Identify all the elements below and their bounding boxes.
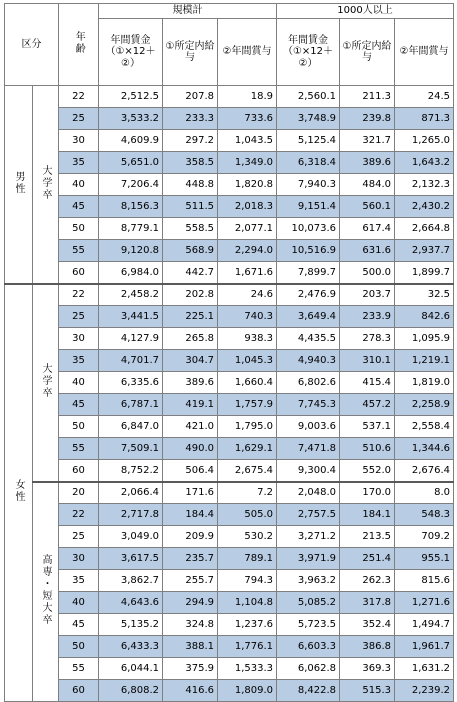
table-row (5, 152, 454, 174)
annual-bonus-cell: 740.3 (218, 306, 277, 328)
header-annual-bonus: ②年間賞与 (218, 19, 277, 86)
annual-bonus-large-cell: 955.1 (395, 548, 454, 570)
annual-wage-large-cell: 6,802.6 (277, 372, 340, 394)
age-cell: 55 (59, 438, 99, 460)
table-row (5, 174, 454, 196)
annual-wage-cell: 7,509.1 (99, 438, 163, 460)
monthly-pay-cell: 568.9 (163, 240, 218, 262)
table-row (5, 372, 454, 394)
age-cell: 35 (59, 350, 99, 372)
annual-bonus-large-cell: 1,265.0 (395, 130, 454, 152)
annual-bonus-large-cell: 1,819.0 (395, 372, 454, 394)
salary-table-container (4, 3, 453, 702)
sex-female-text: 女性 (13, 479, 24, 504)
table-row (5, 614, 454, 636)
annual-wage-large-cell: 4,940.3 (277, 350, 340, 372)
table-row (5, 416, 454, 438)
age-cell: 50 (59, 218, 99, 240)
annual-bonus-large-cell: 2,937.7 (395, 240, 454, 262)
annual-bonus-cell: 1,043.5 (218, 130, 277, 152)
annual-bonus-large-cell: 1,494.7 (395, 614, 454, 636)
annual-bonus-large-cell: 1,095.9 (395, 328, 454, 350)
monthly-pay-large-cell: 515.3 (340, 680, 395, 702)
annual-wage-cell: 6,044.1 (99, 658, 163, 680)
table-row (5, 306, 454, 328)
annual-bonus-large-cell: 2,664.8 (395, 218, 454, 240)
annual-wage-cell: 6,808.2 (99, 680, 163, 702)
annual-wage-cell: 5,651.0 (99, 152, 163, 174)
edu-college-female-text: 高専・短大卒 (40, 554, 51, 627)
table-row (5, 504, 454, 526)
annual-bonus-large-cell: 709.2 (395, 526, 454, 548)
monthly-pay-large-cell: 317.8 (340, 592, 395, 614)
monthly-pay-cell: 202.8 (163, 284, 218, 306)
annual-wage-large-cell: 5,723.5 (277, 614, 340, 636)
table-row (5, 108, 454, 130)
annual-wage-large-cell: 2,476.9 (277, 284, 340, 306)
table-row (5, 86, 454, 108)
age-cell: 40 (59, 174, 99, 196)
monthly-pay-large-cell: 389.6 (340, 152, 395, 174)
edu-univ-male (33, 86, 59, 284)
age-cell: 50 (59, 416, 99, 438)
annual-wage-large-cell: 2,560.1 (277, 86, 340, 108)
annual-bonus-large-cell: 1,271.6 (395, 592, 454, 614)
header-annual-wage: 年間賃金（①×12＋②） (99, 19, 163, 86)
table-row (5, 328, 454, 350)
annual-wage-cell: 6,335.6 (99, 372, 163, 394)
monthly-pay-large-cell: 213.5 (340, 526, 395, 548)
annual-wage-cell: 2,458.2 (99, 284, 163, 306)
annual-bonus-cell: 2,675.4 (218, 460, 277, 482)
annual-bonus-cell: 794.3 (218, 570, 277, 592)
monthly-pay-large-cell: 369.3 (340, 658, 395, 680)
annual-bonus-large-cell: 1,631.2 (395, 658, 454, 680)
monthly-pay-large-cell: 457.2 (340, 394, 395, 416)
header-annual-bonus-large: ②年間賞与 (395, 19, 454, 86)
annual-wage-cell: 3,049.0 (99, 526, 163, 548)
annual-wage-large-cell: 2,048.0 (277, 482, 340, 504)
age-cell: 45 (59, 196, 99, 218)
age-cell: 25 (59, 306, 99, 328)
header-group-total: 規模計 (99, 4, 277, 19)
annual-bonus-cell: 1,045.3 (218, 350, 277, 372)
monthly-pay-cell: 304.7 (163, 350, 218, 372)
annual-bonus-cell: 1,820.8 (218, 174, 277, 196)
table-row (5, 196, 454, 218)
age-cell: 45 (59, 614, 99, 636)
table-row (5, 284, 454, 306)
monthly-pay-large-cell: 537.1 (340, 416, 395, 438)
annual-wage-cell: 3,617.5 (99, 548, 163, 570)
annual-bonus-cell: 18.9 (218, 86, 277, 108)
annual-bonus-large-cell: 1,643.2 (395, 152, 454, 174)
annual-wage-large-cell: 10,073.6 (277, 218, 340, 240)
annual-bonus-large-cell: 815.6 (395, 570, 454, 592)
table-row (5, 394, 454, 416)
annual-wage-cell: 6,847.0 (99, 416, 163, 438)
age-cell: 30 (59, 548, 99, 570)
monthly-pay-large-cell: 184.1 (340, 504, 395, 526)
annual-wage-cell: 4,127.9 (99, 328, 163, 350)
age-cell: 45 (59, 394, 99, 416)
table-row (5, 460, 454, 482)
monthly-pay-large-cell: 617.4 (340, 218, 395, 240)
annual-wage-cell: 8,752.2 (99, 460, 163, 482)
monthly-pay-cell: 184.4 (163, 504, 218, 526)
annual-wage-cell: 7,206.4 (99, 174, 163, 196)
annual-bonus-large-cell: 2,239.2 (395, 680, 454, 702)
monthly-pay-large-cell: 262.3 (340, 570, 395, 592)
monthly-pay-large-cell: 510.6 (340, 438, 395, 460)
annual-bonus-large-cell: 2,132.3 (395, 174, 454, 196)
header-category: 区分 (5, 4, 59, 86)
age-cell: 55 (59, 658, 99, 680)
annual-bonus-large-cell: 1,219.1 (395, 350, 454, 372)
monthly-pay-cell: 233.3 (163, 108, 218, 130)
monthly-pay-cell: 448.8 (163, 174, 218, 196)
annual-bonus-cell: 1,776.1 (218, 636, 277, 658)
age-cell: 25 (59, 526, 99, 548)
annual-wage-cell: 9,120.8 (99, 240, 163, 262)
annual-wage-cell: 8,156.3 (99, 196, 163, 218)
annual-wage-cell: 4,701.7 (99, 350, 163, 372)
monthly-pay-cell: 171.6 (163, 482, 218, 504)
annual-bonus-large-cell: 548.3 (395, 504, 454, 526)
table-row (5, 482, 454, 504)
annual-bonus-cell: 1,237.6 (218, 614, 277, 636)
sex-male-text: 男性 (13, 170, 24, 195)
annual-wage-cell: 3,533.2 (99, 108, 163, 130)
annual-wage-large-cell: 8,422.8 (277, 680, 340, 702)
age-cell: 60 (59, 262, 99, 284)
age-cell: 35 (59, 570, 99, 592)
annual-wage-cell: 6,433.3 (99, 636, 163, 658)
annual-bonus-cell: 7.2 (218, 482, 277, 504)
annual-bonus-cell: 1,104.8 (218, 592, 277, 614)
monthly-pay-large-cell: 211.3 (340, 86, 395, 108)
table-row (5, 240, 454, 262)
table-row (5, 262, 454, 284)
annual-bonus-cell: 1,671.6 (218, 262, 277, 284)
table-row (5, 592, 454, 614)
monthly-pay-cell: 421.0 (163, 416, 218, 438)
monthly-pay-cell: 297.2 (163, 130, 218, 152)
monthly-pay-cell: 209.9 (163, 526, 218, 548)
table-row (5, 570, 454, 592)
annual-bonus-cell: 505.0 (218, 504, 277, 526)
annual-wage-cell: 2,512.5 (99, 86, 163, 108)
table-row (5, 526, 454, 548)
age-cell: 40 (59, 592, 99, 614)
monthly-pay-cell: 419.1 (163, 394, 218, 416)
monthly-pay-cell: 389.6 (163, 372, 218, 394)
annual-wage-large-cell: 3,271.2 (277, 526, 340, 548)
annual-bonus-cell: 530.2 (218, 526, 277, 548)
annual-bonus-cell: 2,018.3 (218, 196, 277, 218)
monthly-pay-large-cell: 310.1 (340, 350, 395, 372)
header-age: 年齢 (59, 4, 99, 86)
sex-male (5, 86, 33, 284)
age-cell: 35 (59, 152, 99, 174)
annual-bonus-large-cell: 871.3 (395, 108, 454, 130)
monthly-pay-large-cell: 386.8 (340, 636, 395, 658)
annual-bonus-cell: 2,294.0 (218, 240, 277, 262)
table-body (5, 86, 454, 702)
annual-bonus-large-cell: 2,430.2 (395, 196, 454, 218)
monthly-pay-cell: 375.9 (163, 658, 218, 680)
monthly-pay-cell: 388.1 (163, 636, 218, 658)
table-row (5, 438, 454, 460)
table-row (5, 130, 454, 152)
monthly-pay-large-cell: 251.4 (340, 548, 395, 570)
annual-wage-large-cell: 9,151.4 (277, 196, 340, 218)
monthly-pay-cell: 225.1 (163, 306, 218, 328)
annual-wage-large-cell: 5,125.4 (277, 130, 340, 152)
edu-college-female (33, 482, 59, 702)
annual-wage-cell: 2,066.4 (99, 482, 163, 504)
annual-bonus-cell: 1,795.0 (218, 416, 277, 438)
age-cell: 20 (59, 482, 99, 504)
annual-wage-large-cell: 9,003.6 (277, 416, 340, 438)
annual-bonus-cell: 938.3 (218, 328, 277, 350)
header-monthly-pay-large: ①所定内給与 (340, 19, 395, 86)
annual-wage-large-cell: 6,062.8 (277, 658, 340, 680)
salary-table (4, 3, 454, 702)
monthly-pay-cell: 324.8 (163, 614, 218, 636)
table-row (5, 680, 454, 702)
monthly-pay-cell: 358.5 (163, 152, 218, 174)
header-annual-wage-large: 年間賃金（①×12＋②） (277, 19, 340, 86)
annual-wage-large-cell: 10,516.9 (277, 240, 340, 262)
monthly-pay-large-cell: 278.3 (340, 328, 395, 350)
annual-wage-cell: 3,862.7 (99, 570, 163, 592)
monthly-pay-large-cell: 500.0 (340, 262, 395, 284)
monthly-pay-cell: 490.0 (163, 438, 218, 460)
monthly-pay-cell: 416.6 (163, 680, 218, 702)
annual-bonus-cell: 733.6 (218, 108, 277, 130)
monthly-pay-cell: 506.4 (163, 460, 218, 482)
age-cell: 60 (59, 460, 99, 482)
table-row (5, 658, 454, 680)
monthly-pay-cell: 235.7 (163, 548, 218, 570)
annual-wage-cell: 2,717.8 (99, 504, 163, 526)
annual-bonus-cell: 1,629.1 (218, 438, 277, 460)
monthly-pay-cell: 294.9 (163, 592, 218, 614)
header-group-large: 1000人以上 (277, 4, 454, 19)
annual-bonus-cell: 789.1 (218, 548, 277, 570)
age-cell: 25 (59, 108, 99, 130)
age-cell: 40 (59, 372, 99, 394)
monthly-pay-large-cell: 484.0 (340, 174, 395, 196)
annual-wage-large-cell: 9,300.4 (277, 460, 340, 482)
edu-univ-female (33, 284, 59, 482)
sex-female (5, 284, 33, 702)
annual-bonus-large-cell: 1,961.7 (395, 636, 454, 658)
monthly-pay-cell: 265.8 (163, 328, 218, 350)
monthly-pay-cell: 207.8 (163, 86, 218, 108)
monthly-pay-cell: 442.7 (163, 262, 218, 284)
annual-bonus-large-cell: 2,258.9 (395, 394, 454, 416)
annual-wage-cell: 5,135.2 (99, 614, 163, 636)
annual-bonus-large-cell: 2,558.4 (395, 416, 454, 438)
table-row (5, 350, 454, 372)
annual-wage-cell: 6,984.0 (99, 262, 163, 284)
annual-wage-cell: 4,609.9 (99, 130, 163, 152)
annual-bonus-large-cell: 842.6 (395, 306, 454, 328)
annual-wage-large-cell: 3,971.9 (277, 548, 340, 570)
annual-wage-cell: 3,441.5 (99, 306, 163, 328)
age-cell: 55 (59, 240, 99, 262)
annual-wage-large-cell: 5,085.2 (277, 592, 340, 614)
monthly-pay-cell: 511.5 (163, 196, 218, 218)
annual-wage-large-cell: 7,471.8 (277, 438, 340, 460)
annual-bonus-large-cell: 2,676.4 (395, 460, 454, 482)
annual-wage-large-cell: 2,757.5 (277, 504, 340, 526)
annual-bonus-cell: 1,809.0 (218, 680, 277, 702)
age-cell: 22 (59, 284, 99, 306)
monthly-pay-cell: 558.5 (163, 218, 218, 240)
annual-wage-cell: 6,787.1 (99, 394, 163, 416)
annual-bonus-large-cell: 8.0 (395, 482, 454, 504)
annual-wage-large-cell: 7,745.3 (277, 394, 340, 416)
annual-bonus-cell: 1,757.9 (218, 394, 277, 416)
monthly-pay-large-cell: 321.7 (340, 130, 395, 152)
annual-bonus-cell: 1,349.0 (218, 152, 277, 174)
monthly-pay-large-cell: 170.0 (340, 482, 395, 504)
monthly-pay-cell: 255.7 (163, 570, 218, 592)
monthly-pay-large-cell: 239.8 (340, 108, 395, 130)
age-cell: 30 (59, 130, 99, 152)
table-row (5, 218, 454, 240)
annual-wage-large-cell: 6,603.3 (277, 636, 340, 658)
annual-wage-large-cell: 3,748.9 (277, 108, 340, 130)
monthly-pay-large-cell: 560.1 (340, 196, 395, 218)
table-row (5, 636, 454, 658)
annual-wage-large-cell: 4,435.5 (277, 328, 340, 350)
monthly-pay-large-cell: 233.9 (340, 306, 395, 328)
age-cell: 60 (59, 680, 99, 702)
annual-wage-large-cell: 7,899.7 (277, 262, 340, 284)
annual-bonus-cell: 24.6 (218, 284, 277, 306)
edu-univ-female-text: 大学卒 (40, 363, 51, 399)
annual-bonus-large-cell: 32.5 (395, 284, 454, 306)
edu-univ-male-text: 大学卒 (40, 164, 51, 201)
age-cell: 22 (59, 86, 99, 108)
header-monthly-pay: ①所定内給与 (163, 19, 218, 86)
annual-wage-cell: 4,643.6 (99, 592, 163, 614)
annual-wage-large-cell: 6,318.4 (277, 152, 340, 174)
annual-wage-cell: 8,779.1 (99, 218, 163, 240)
annual-wage-large-cell: 3,649.4 (277, 306, 340, 328)
monthly-pay-large-cell: 631.6 (340, 240, 395, 262)
age-cell: 50 (59, 636, 99, 658)
annual-bonus-cell: 1,533.3 (218, 658, 277, 680)
annual-bonus-large-cell: 1,899.7 (395, 262, 454, 284)
monthly-pay-large-cell: 552.0 (340, 460, 395, 482)
annual-bonus-large-cell: 1,344.6 (395, 438, 454, 460)
annual-bonus-cell: 2,077.1 (218, 218, 277, 240)
table-row (5, 548, 454, 570)
annual-wage-large-cell: 7,940.3 (277, 174, 340, 196)
monthly-pay-large-cell: 352.4 (340, 614, 395, 636)
monthly-pay-large-cell: 203.7 (340, 284, 395, 306)
annual-bonus-cell: 1,660.4 (218, 372, 277, 394)
age-cell: 30 (59, 328, 99, 350)
age-cell: 22 (59, 504, 99, 526)
monthly-pay-large-cell: 415.4 (340, 372, 395, 394)
annual-wage-large-cell: 3,963.2 (277, 570, 340, 592)
annual-bonus-large-cell: 24.5 (395, 86, 454, 108)
